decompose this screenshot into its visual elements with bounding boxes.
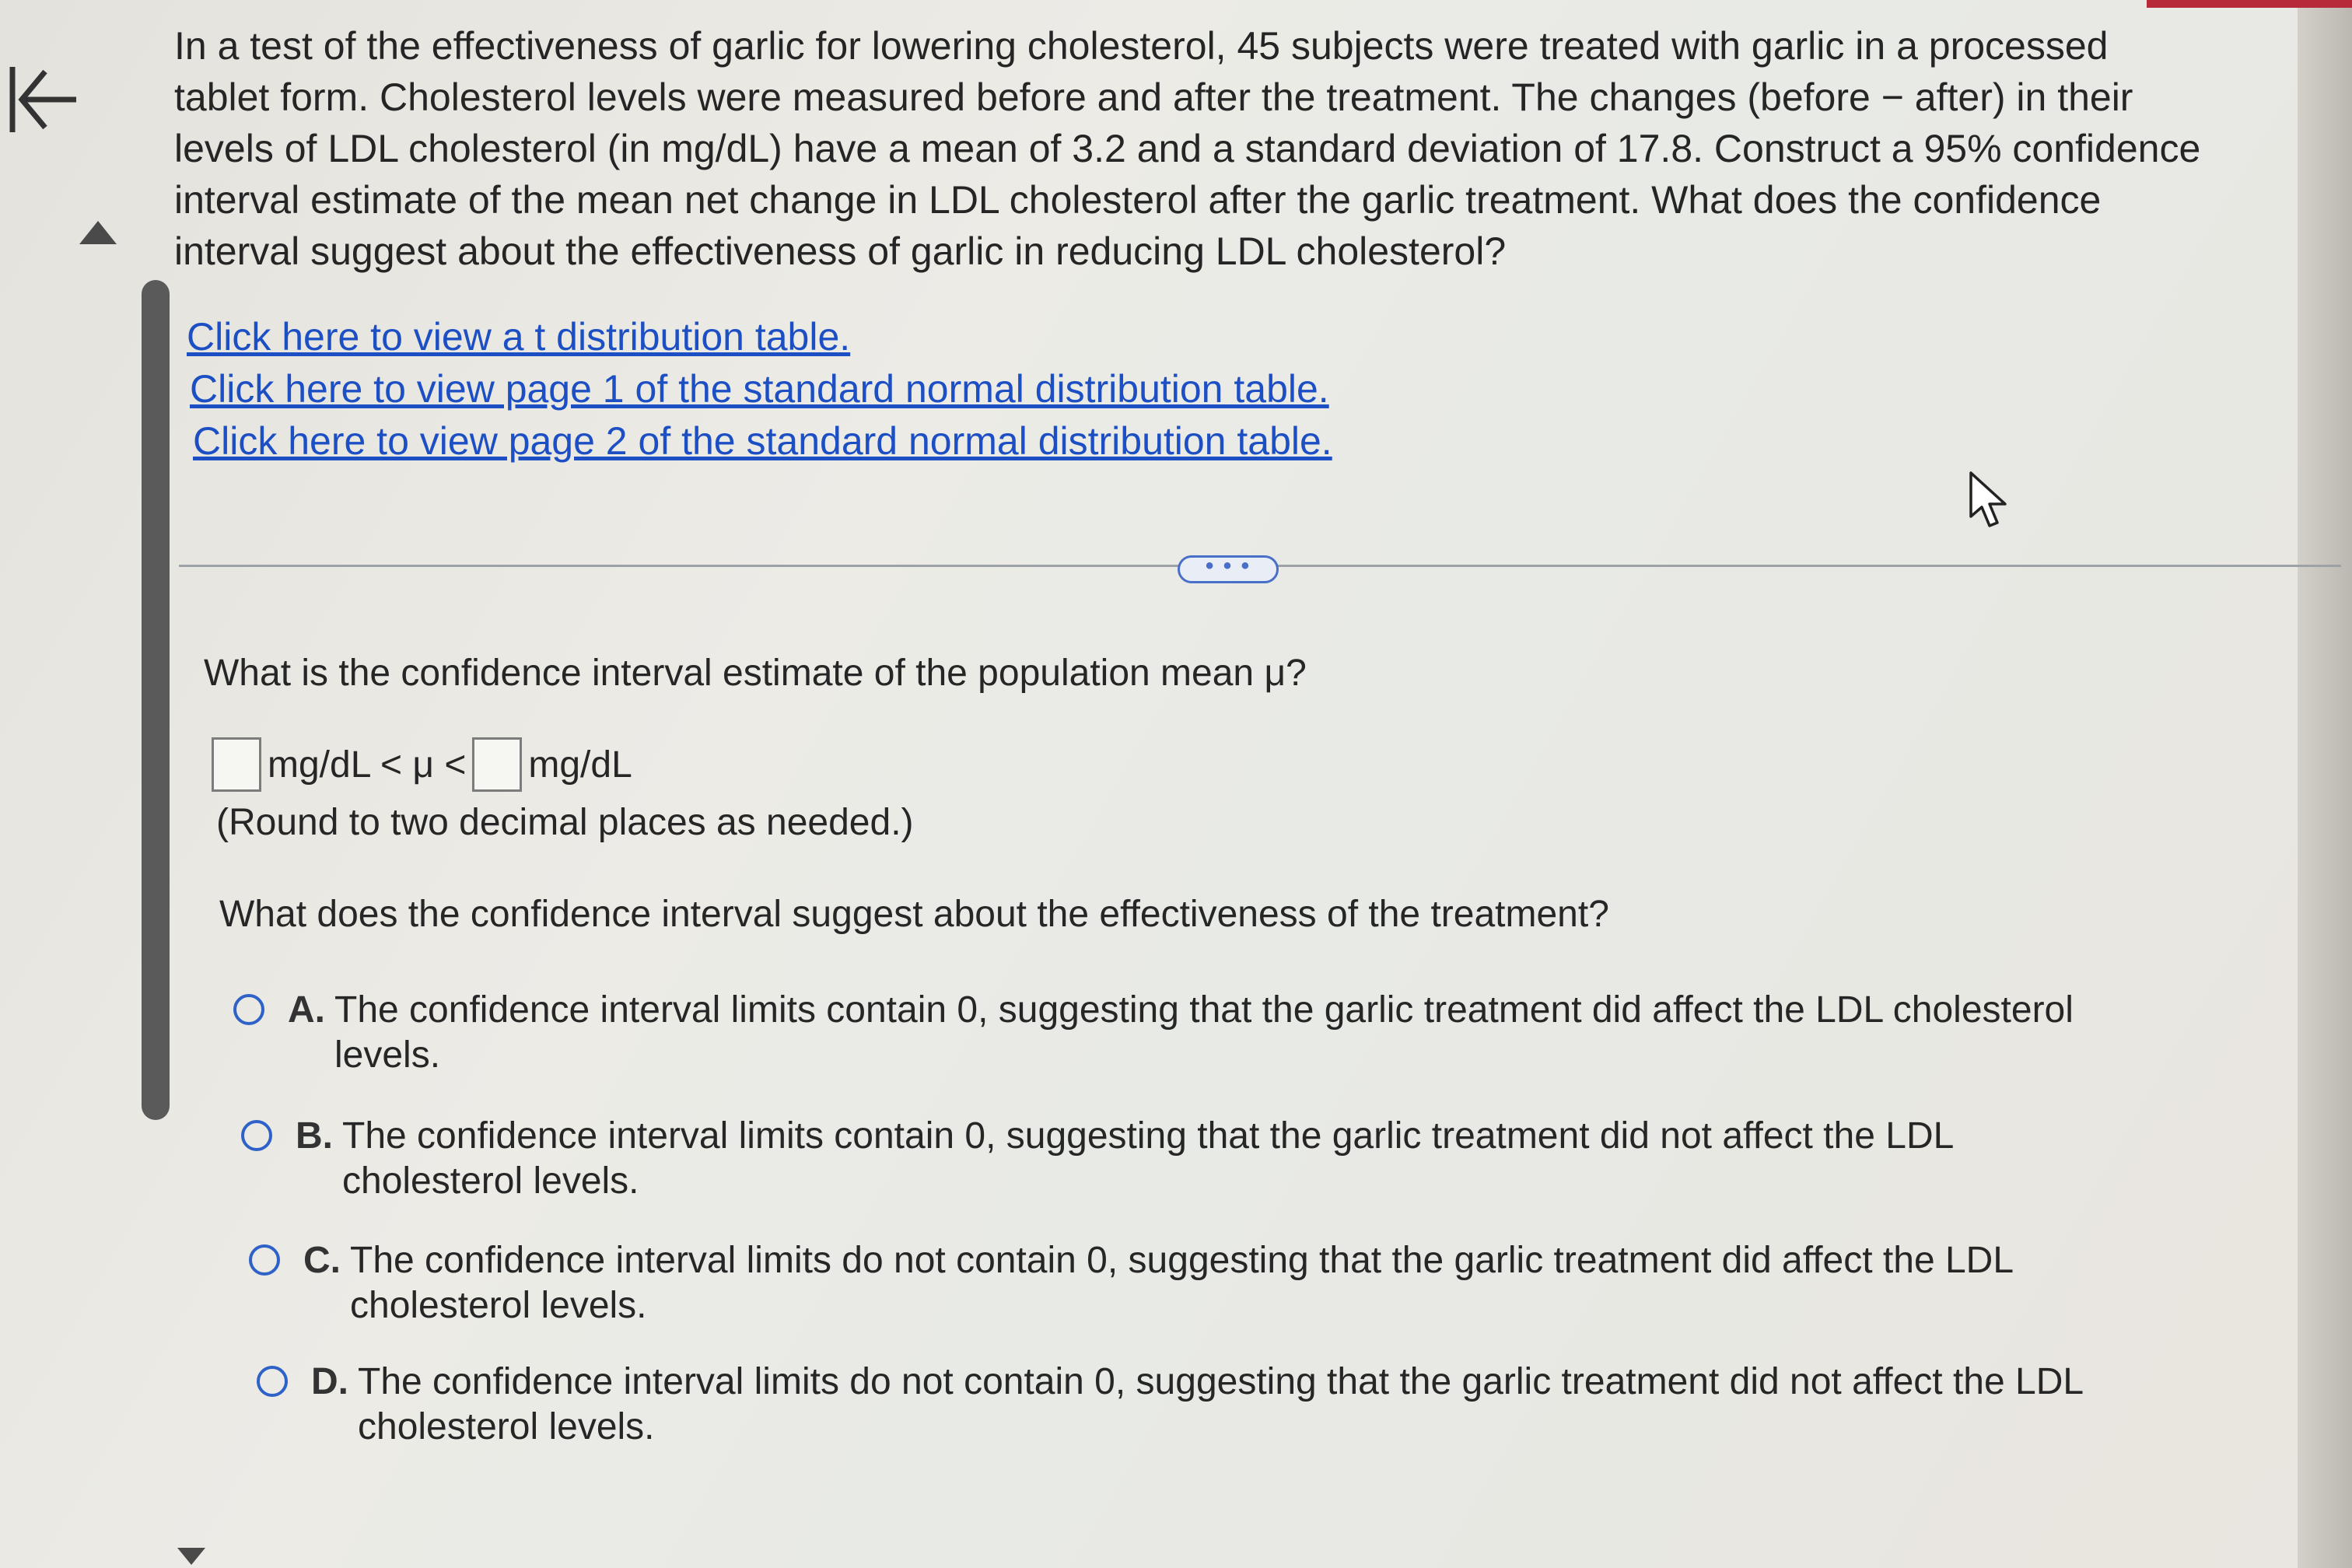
scroll-down-arrow-icon[interactable] — [177, 1548, 205, 1565]
expand-more-button[interactable]: • • • — [1178, 555, 1279, 583]
upper-bound-input[interactable] — [472, 737, 522, 792]
radio-button-icon[interactable] — [249, 1244, 280, 1276]
lower-bound-input[interactable] — [212, 737, 261, 792]
option-letter: C. — [303, 1240, 341, 1281]
radio-button-icon[interactable] — [241, 1120, 272, 1151]
scroll-up-arrow-icon[interactable] — [79, 221, 117, 244]
option-text: The confidence interval limits do not contain 0, suggesting that the garlic treatment did not affect the LDL cholesterol levels. — [358, 1361, 2084, 1447]
option-d[interactable] — [257, 1360, 2084, 1450]
t-table-link[interactable]: Click here to view a t distribution table. — [187, 315, 851, 359]
part1-question: What is the confidence interval estimate of the population mean μ? — [204, 653, 1307, 694]
mouse-pointer-icon — [1968, 470, 2011, 532]
question-text: In a test of the effectiveness of garlic for lowering cholesterol, 45 subjects were treated with garlic in a processed tablet form. Cholesterol levels were measured before and after the treatment. The changes (before − after) in their levels of LDL cholesterol (in mg/dL) have a mean of 3.2 and a standard deviation of 17.8. Construct a 95% confidence interval estimate of the mean net change in LDL cholesterol after the garlic treatment. What does the confidence interval suggest about the effectiveness of garlic in reducing LDL cholesterol? — [174, 24, 2201, 273]
back-arrow-icon[interactable] — [5, 61, 82, 138]
option-letter: B. — [296, 1115, 333, 1157]
option-text: The confidence interval limits do not contain 0, suggesting that the garlic treatment did affect the LDL cholesterol levels. — [350, 1240, 2014, 1326]
option-a[interactable] — [233, 988, 2074, 1078]
option-text: The confidence interval limits contain 0, suggesting that the garlic treatment did not affect the LDL cholesterol levels. — [342, 1115, 1955, 1202]
normal-table-page2-link[interactable]: Click here to view page 2 of the standard normal distribution table. — [193, 419, 1332, 463]
normal-table-page1-link[interactable]: Click here to view page 1 of the standard normal distribution table. — [190, 367, 1329, 411]
option-letter: D. — [311, 1361, 348, 1402]
rounding-note: (Round to two decimal places as needed.) — [216, 802, 914, 843]
option-text: The confidence interval limits contain 0, suggesting that the garlic treatment did affect the LDL cholesterol levels. — [334, 989, 2074, 1076]
radio-button-icon[interactable] — [233, 994, 264, 1025]
option-b[interactable] — [241, 1114, 1954, 1204]
interval-unit-label: mg/dL — [528, 744, 632, 786]
part2-question: What does the confidence interval suggest about the effectiveness of the treatment? — [219, 894, 1609, 935]
reference-links — [187, 311, 1332, 467]
scrollbar-thumb[interactable] — [142, 280, 170, 1120]
option-c[interactable] — [249, 1238, 2014, 1328]
left-sidebar — [0, 0, 156, 1568]
interval-middle-label: mg/dL < μ < — [268, 744, 467, 786]
top-accent-strip — [2147, 0, 2352, 8]
radio-button-icon[interactable] — [257, 1366, 288, 1397]
interval-answer-row — [212, 737, 639, 792]
option-letter: A. — [288, 989, 325, 1031]
